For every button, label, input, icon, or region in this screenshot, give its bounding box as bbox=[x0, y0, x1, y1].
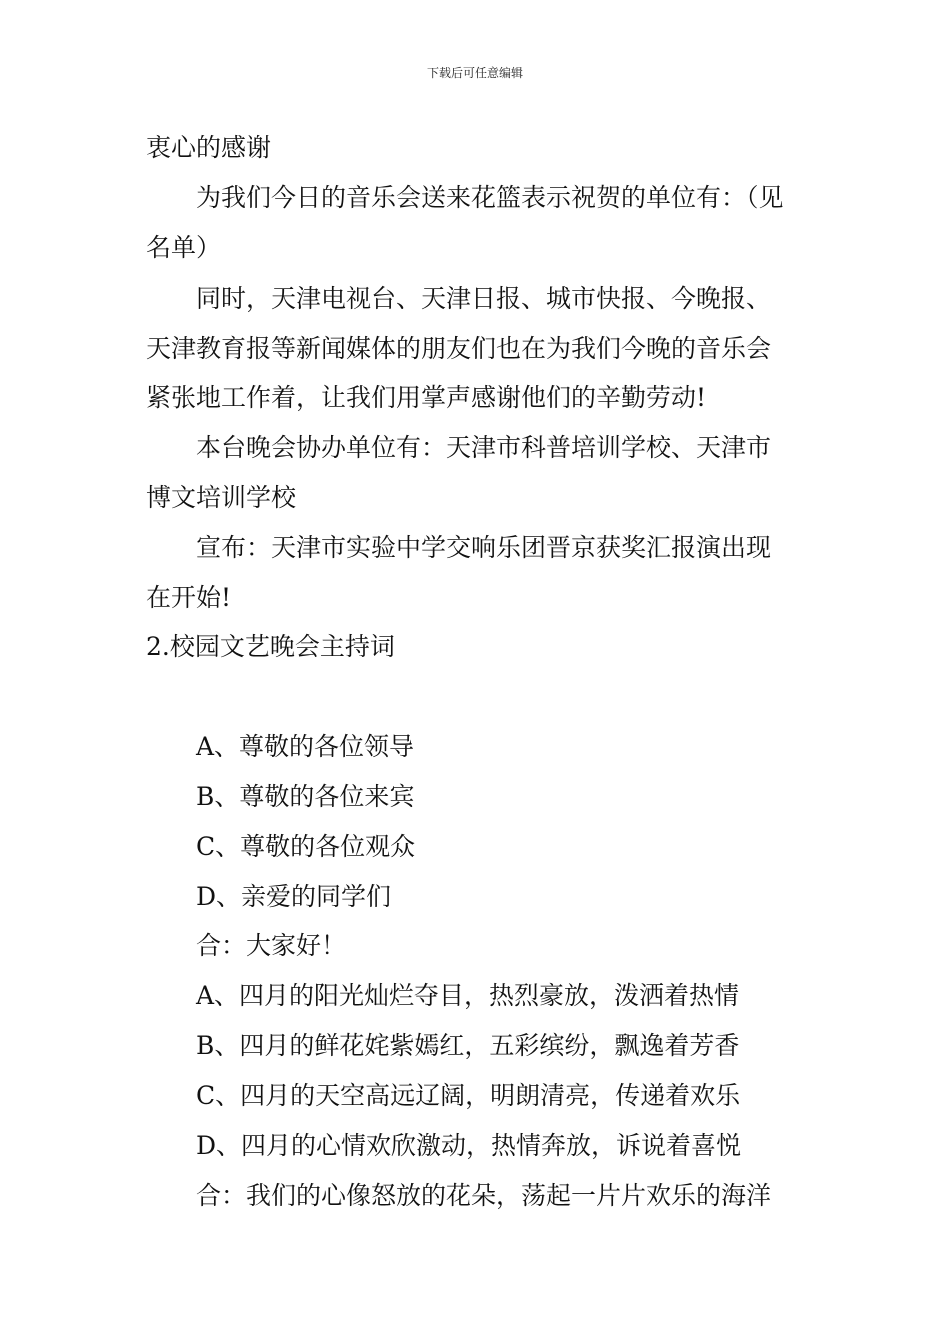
paragraph-line: 同时，天津电视台、天津日报、城市快报、今晚报、 bbox=[196, 284, 772, 313]
paragraph-line: 名单） bbox=[146, 233, 222, 262]
script-line: D、四月的心情欢欣激动，热情奔放，诉说着喜悦 bbox=[196, 1131, 742, 1160]
page-header: 下载后可任意编辑 bbox=[426, 66, 523, 80]
paragraph-line: 本台晚会协办单位有：天津市科普培训学校、天津市 bbox=[196, 433, 772, 462]
paragraph-line: 衷心的感谢 bbox=[146, 133, 272, 162]
script-line: C、尊敬的各位观众 bbox=[196, 832, 416, 861]
script-line: 合：大家好！ bbox=[196, 931, 347, 960]
paragraph-line: 天津教育报等新闻媒体的朋友们也在为我们今晚的音乐会 bbox=[146, 334, 772, 363]
script-line: B、尊敬的各位来宾 bbox=[196, 782, 415, 811]
script-line: B、四月的鲜花姹紫嫣红，五彩缤纷，飘逸着芳香 bbox=[196, 1031, 740, 1060]
script-line: A、尊敬的各位领导 bbox=[196, 732, 415, 761]
paragraph-line: 博文培训学校 bbox=[146, 483, 297, 512]
paragraph-line: 宣布：天津市实验中学交响乐团晋京获奖汇报演出现 bbox=[196, 533, 772, 562]
section-title: 2.校园文艺晚会主持词 bbox=[146, 632, 395, 661]
paragraph-line: 为我们今日的音乐会送来花篮表示祝贺的单位有：（见 bbox=[196, 183, 784, 212]
script-line: A、四月的阳光灿烂夺目，热烈豪放，泼洒着热情 bbox=[196, 981, 740, 1010]
script-line: D、亲爱的同学们 bbox=[196, 882, 392, 911]
script-line: C、四月的天空高远辽阔，明朗清亮，传递着欢乐 bbox=[196, 1081, 741, 1110]
paragraph-line: 紧张地工作着，让我们用掌声感谢他们的辛勤劳动! bbox=[146, 383, 707, 412]
paragraph-line: 在开始! bbox=[146, 583, 232, 612]
script-line: 合：我们的心像怒放的花朵，荡起一片片欢乐的海洋 bbox=[196, 1181, 772, 1210]
